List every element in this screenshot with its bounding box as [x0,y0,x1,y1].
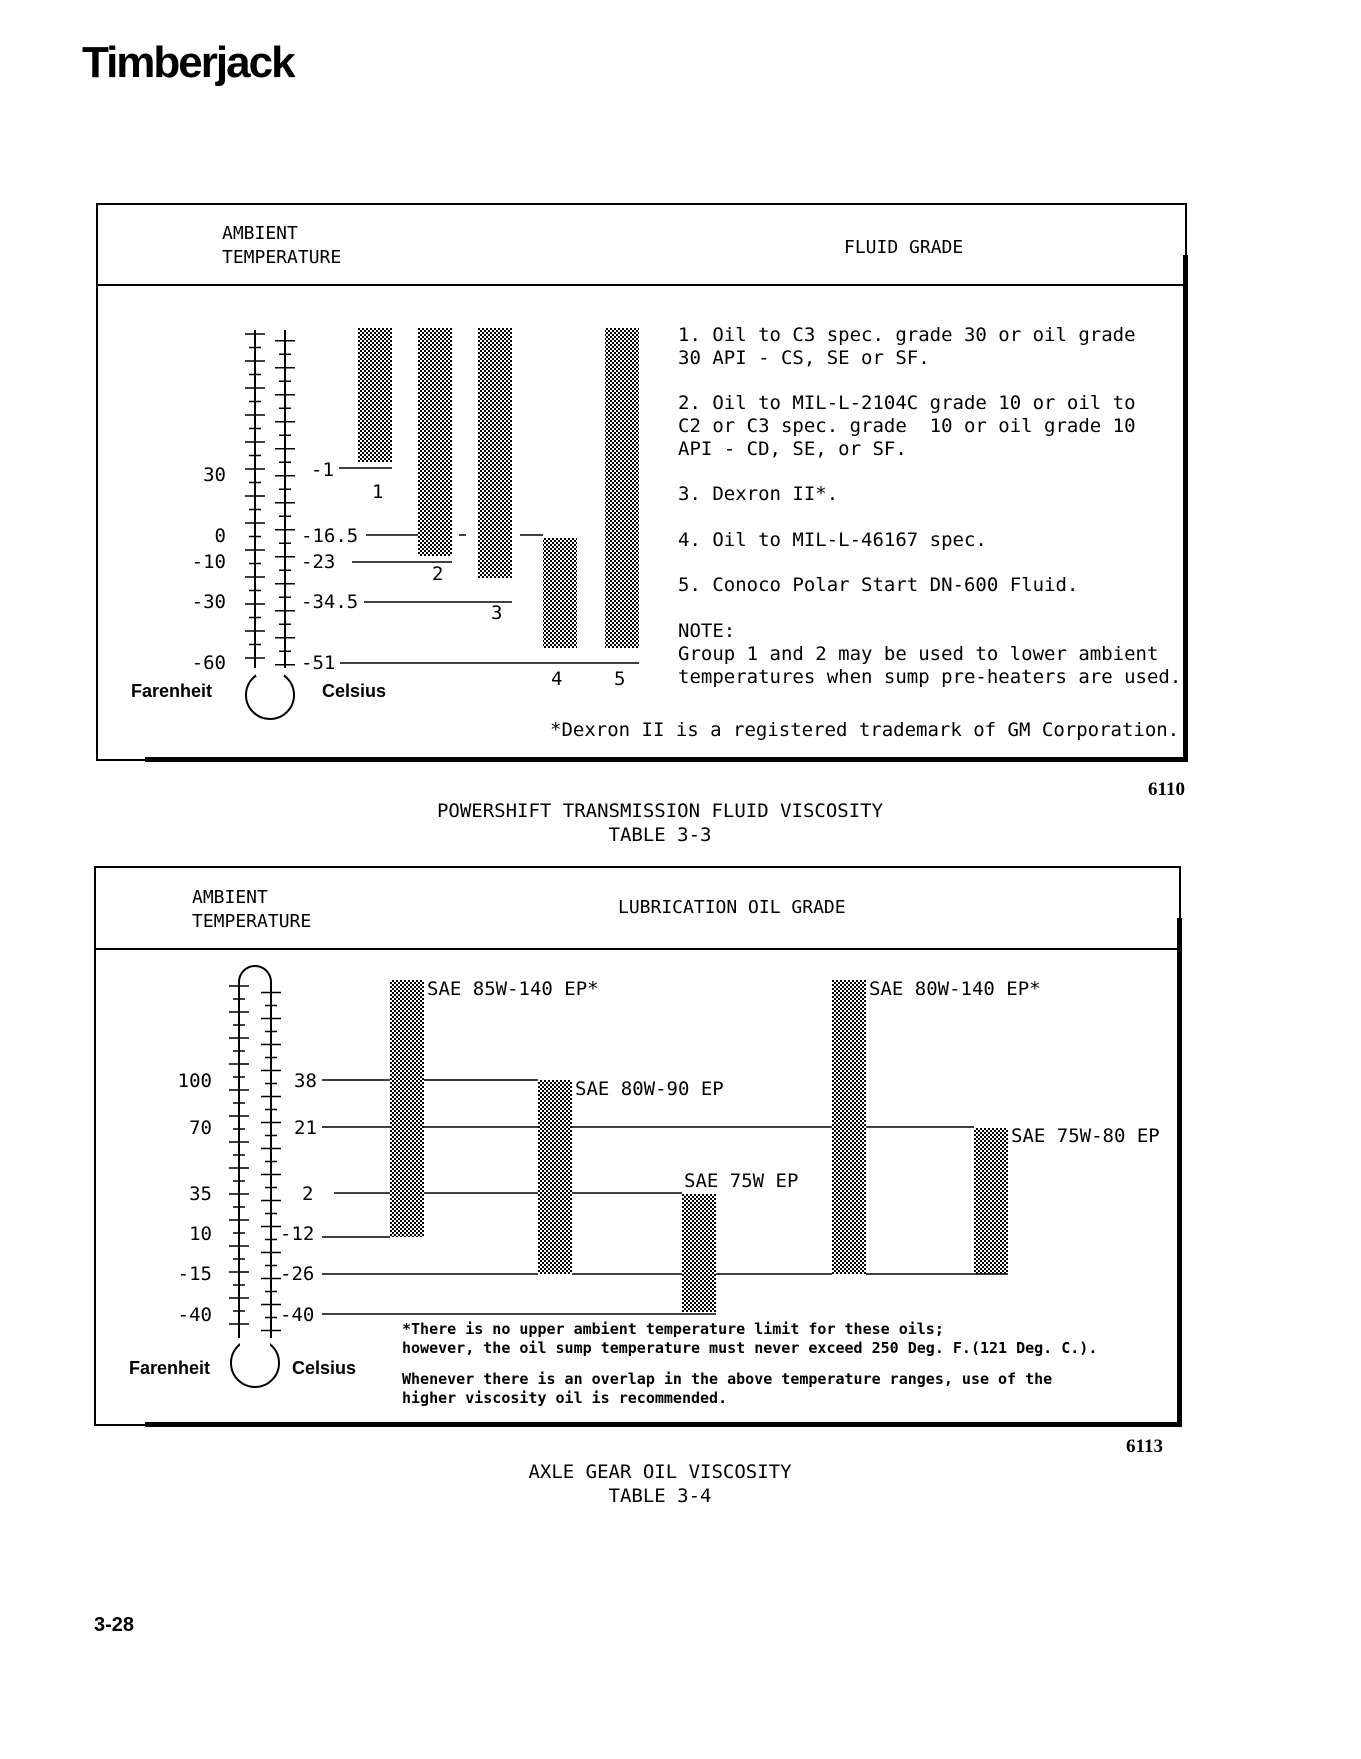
fahrenheit-unit: Farenheit [129,1358,211,1378]
f-tick: 100 [177,1070,212,1092]
trademark-footnote: *Dexron II is a registered trademark of GM Corporation. [550,719,1180,741]
grade-note-2: 2. Oil to MIL-L-2104C grade 10 or oil to C2 or C3 spec. grade 10 or oil grade 10 API - CD, SE, or SF. [678,392,1136,460]
figure-number: 6110 [1148,779,1185,800]
grade-note-3: 3. Dexron II*. [678,483,839,505]
celsius-unit: Celsius [322,681,387,701]
c-tick: -23 [301,551,336,573]
c-tick: -16.5 [301,525,359,547]
oil-bar-85w140 [390,980,424,1237]
bar-label: 5 [614,668,626,690]
caption-title: AXLE GEAR OIL VISCOSITY [528,1461,792,1483]
f-tick: 30 [203,464,226,486]
grade-note-1: 1. Oil to C3 spec. grade 30 or oil grade 30 API - CS, SE or SF. [678,324,1136,369]
oil-bar-75w80 [974,1128,1008,1274]
c-tick: 21 [294,1117,317,1139]
grade-note-5: 5. Conoco Polar Start DN-600 Fluid. [678,574,1079,596]
c-tick: -26 [280,1263,315,1285]
oil-grade-label: SAE 80W-90 EP [575,1078,724,1100]
c-tick: 2 [302,1183,314,1205]
c-tick: -34.5 [301,591,359,613]
f-tick: -10 [191,551,226,573]
c-tick: -1 [311,459,334,481]
fluid-grade-header: FLUID GRADE [844,237,964,258]
oil-grade-label: SAE 85W-140 EP* [427,978,599,1000]
caption-title: POWERSHIFT TRANSMISSION FLUID VISCOSITY [436,800,884,822]
f-tick: -30 [191,591,226,613]
f-tick: -60 [191,652,226,674]
ambient-label: AMBIENT [192,887,268,908]
upper-limit-footnote: *There is no upper ambient temperature limit for these oils; however, the oil sump temperature must never exceed 250 Deg. F.(121 Deg. C.). [402,1320,1098,1357]
page-number: 3-28 [94,1614,135,1636]
f-tick: -40 [177,1304,212,1326]
bar-label: 2 [432,563,444,585]
temperature-label: TEMPERATURE [222,247,342,268]
c-tick: 38 [294,1070,317,1092]
c-tick: -12 [280,1223,315,1245]
lubrication-grade-header: LUBRICATION OIL GRADE [618,897,846,918]
fluid-bar-5 [605,328,639,648]
grade-note-4: 4. Oil to MIL-L-46167 spec. [678,529,987,551]
table-3-3-chart [96,286,696,756]
fluid-bar-2 [418,328,452,556]
oil-bar-75w [682,1194,716,1312]
f-tick: 70 [189,1117,212,1139]
oil-bar-80w140 [832,980,866,1274]
bar-label: 4 [551,668,563,690]
fluid-bar-1 [358,328,392,462]
oil-grade-label: SAE 75W EP [684,1170,799,1192]
bar-label: 3 [491,602,503,624]
table-3-3-caption [380,799,940,847]
table-3-4-caption [380,1460,940,1508]
caption-table-number: TABLE 3-3 [608,824,712,846]
figure-number: 6113 [1126,1436,1163,1457]
fluid-bar-4 [543,538,577,648]
f-tick: 0 [214,525,226,547]
f-tick: 35 [189,1183,212,1205]
group-note: NOTE: Group 1 and 2 may be used to lower ambient temperatures when sump pre-heaters are used. [678,620,1182,688]
oil-bar-80w90 [538,1080,572,1274]
thermometer-icon [245,330,295,719]
f-tick: 10 [189,1223,212,1245]
fluid-bar-3 [478,328,512,578]
c-tick: -40 [280,1304,315,1326]
celsius-unit: Celsius [292,1358,357,1378]
temperature-label: TEMPERATURE [192,911,312,932]
fahrenheit-unit: Farenheit [131,681,213,701]
brand-logo: Timberjack [82,38,294,87]
ambient-label: AMBIENT [222,223,298,244]
thermometer-icon [229,966,281,1387]
c-tick: -51 [301,652,336,674]
overlap-footnote: Whenever there is an overlap in the above temperature ranges, use of the higher viscosity oil is recommended. [402,1370,1053,1407]
oil-grade-label: SAE 75W-80 EP [1011,1125,1160,1147]
bar-label: 1 [372,481,384,503]
f-tick: -15 [177,1263,212,1285]
caption-table-number: TABLE 3-4 [608,1485,712,1507]
oil-grade-label: SAE 80W-140 EP* [869,978,1041,1000]
